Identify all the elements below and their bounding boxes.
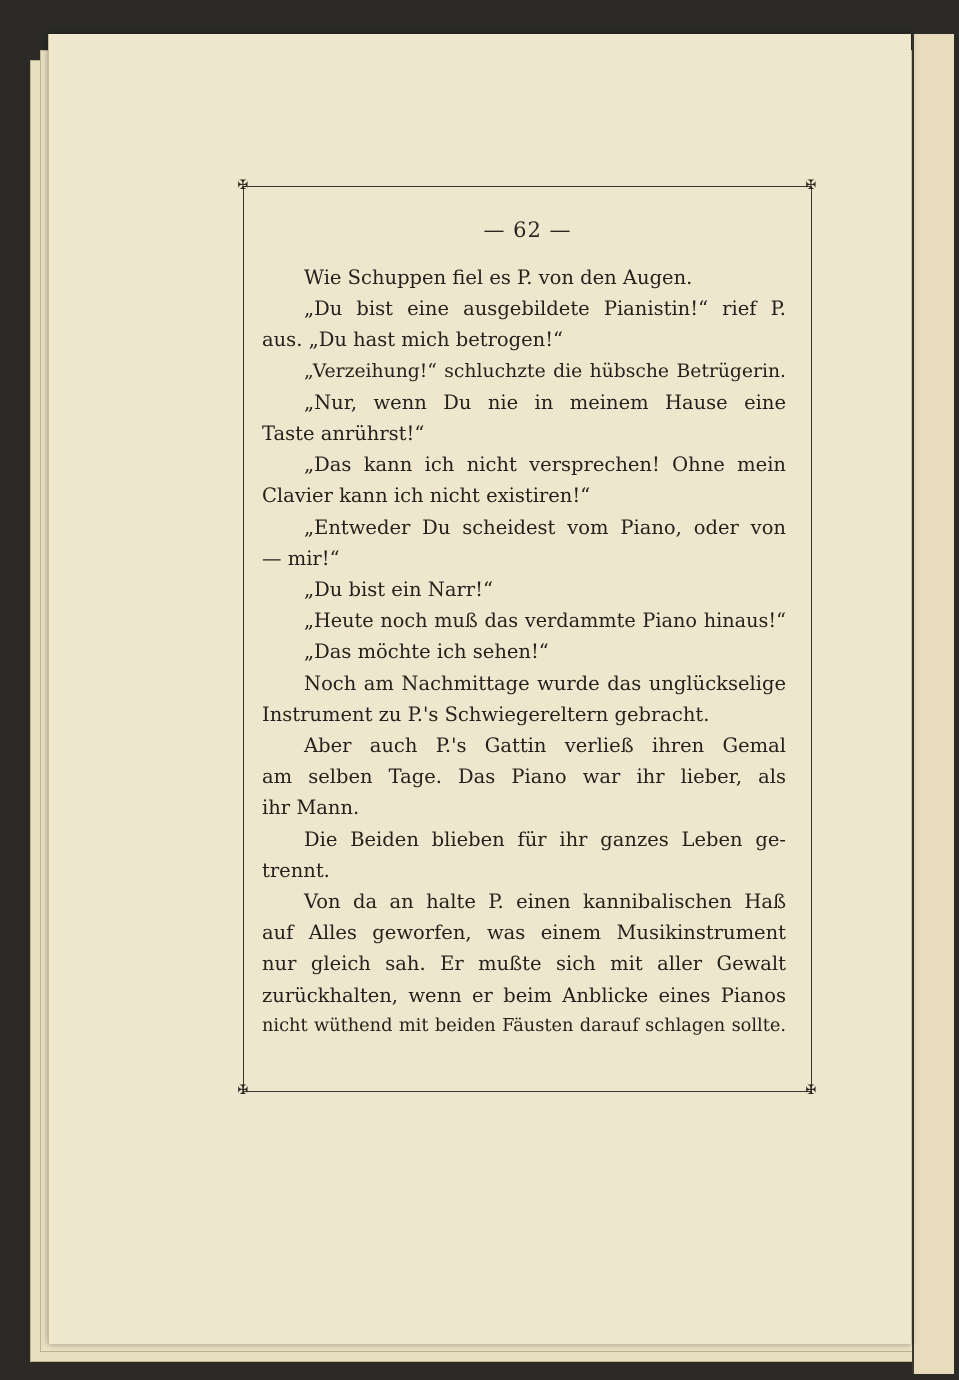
text-line: Clavier kann ich nicht existiren!“ xyxy=(262,484,591,508)
text-line: „Das möchte ich sehen!“ xyxy=(304,640,549,664)
text-line: aus. „Du hast mich betrogen!“ xyxy=(262,328,564,352)
corner-ornament-icon: ✠ xyxy=(237,178,249,193)
text-line: Taste anrührst!“ xyxy=(262,422,425,446)
text-line: „Verzeihung!“ schluchzte die hübsche Betrügerin. xyxy=(304,360,786,382)
adjacent-page-edge xyxy=(912,34,954,1374)
text-line: trennt. xyxy=(262,858,330,882)
corner-ornament-icon: ✠ xyxy=(805,178,817,193)
body-text xyxy=(262,262,786,1042)
text-line: nicht wüthend mit beiden Fäusten darauf schlagen sollte. xyxy=(262,1015,786,1036)
text-line: — mir!“ xyxy=(262,546,340,570)
text-line: Wie Schuppen fiel es P. von den Augen. xyxy=(304,266,693,289)
text-line: Aber auch P.'s Gattin verließ ihren Gemal xyxy=(304,734,786,758)
frame-top-rule xyxy=(243,186,812,187)
text-line: „Du bist ein Narr!“ xyxy=(304,578,493,602)
text-line: zurückhalten, wenn er beim Anblicke eines Pianos xyxy=(262,983,786,1007)
corner-ornament-icon: ✠ xyxy=(805,1083,817,1098)
text-line: ihr Mann. xyxy=(262,796,360,820)
corner-ornament-icon: ✠ xyxy=(237,1083,249,1098)
text-line: „Heute noch muß das verdammte Piano hinaus!“ xyxy=(304,609,786,633)
text-line: Die Beiden blieben für ihr ganzes Leben ge- xyxy=(304,827,786,851)
text-line: Noch am Nachmittage wurde das unglückselige xyxy=(304,671,786,695)
page-number: — 62 — xyxy=(483,218,572,242)
text-line: „Nur, wenn Du nie in meinem Hause eine xyxy=(304,390,786,414)
text-line: „Du bist eine ausgebildete Pianistin!“ rief P. xyxy=(304,297,786,321)
text-line: Instrument zu P.'s Schwiegereltern gebracht. xyxy=(262,702,710,726)
text-line: auf Alles geworfen, was einem Musikinstrument xyxy=(262,921,786,945)
text-line: Von da an halte P. einen kannibalischen Haß xyxy=(304,890,786,914)
text-line: „Entweder Du scheidest vom Piano, oder von xyxy=(304,515,786,539)
text-line: am selben Tage. Das Piano war ihr lieber, als xyxy=(262,765,786,789)
text-line: „Das kann ich nicht versprechen! Ohne mein xyxy=(304,453,786,477)
text-line: nur gleich sah. Er mußte sich mit aller Gewalt xyxy=(262,952,786,976)
frame-bottom-rule xyxy=(243,1091,812,1092)
